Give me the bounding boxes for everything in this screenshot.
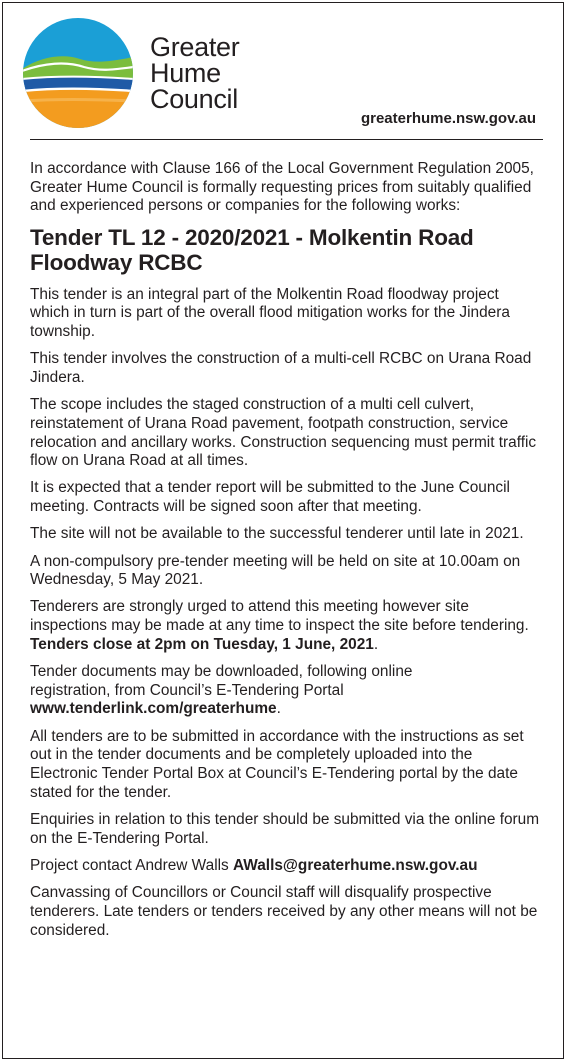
council-name: [150, 34, 239, 112]
tender-notice-body: [30, 160, 542, 949]
paragraph-construction: This tender involves the construction of a multi-cell RCBC on Urana Road Jindera.: [30, 350, 532, 386]
council-website[interactable]: greaterhume.nsw.gov.au: [360, 110, 536, 127]
paragraph-contact: [30, 857, 542, 876]
council-landscape-logo-icon: [22, 17, 134, 129]
council-name-line-2: Hume: [150, 58, 221, 88]
closing-text: Tenderers are strongly urged to attend this meeting however site inspections may be made at any time to inspect the site before tendering.: [30, 598, 529, 635]
paragraph-report: It is expected that a tender report will be submitted to the June Council meeting. Contracts will be signed soon after that meeting.: [30, 479, 510, 516]
paragraph-site-availability: The site will not be available to the successful tenderer until late in 2021.: [30, 525, 524, 543]
paragraph-closing: [30, 598, 542, 654]
documents-text: Tender documents may be downloaded, following online registration, from Council’s E-Tendering Portal: [30, 663, 413, 699]
header-divider: [30, 139, 543, 140]
tender-title: Tender TL 12 - 2020/2021 - Molkentin Road Floodway RCBC: [30, 224, 474, 275]
council-name-line-3: Council: [150, 84, 238, 114]
paragraph-scope: The scope includes the staged construction of a multi cell culvert, reinstatement of Urana Road pavement, footpath construction, service relocation and ancillary works. Construction sequencing must permit traffic flow on Urana Road at all times.: [30, 396, 537, 470]
council-name-line-1: Greater: [150, 32, 240, 62]
paragraph-meeting: A non-compulsory pre-tender meeting will be held on site at 10.00am on Wednesday, 5 May 2021.: [30, 552, 521, 589]
paragraph-canvassing: Canvassing of Councillors or Council staff will disqualify prospective tenderers. Late tenders or tenders received by any other means will not be considered.: [30, 884, 538, 939]
documents-end: .: [276, 700, 281, 718]
tenderlink-url[interactable]: www.tenderlink.com/greaterhume: [30, 700, 277, 718]
contact-email[interactable]: AWalls@greaterhume.nsw.gov.au: [233, 856, 478, 874]
paragraph-documents: [30, 663, 542, 719]
closing-date: Tenders close at 2pm on Tuesday, 1 June, 2021: [30, 635, 374, 653]
paragraph-project: This tender is an integral part of the Molkentin Road floodway project which in turn is part of the overall flood mitigation works for the Jindera township.: [30, 285, 510, 341]
paragraph-enquiries: Enquiries in relation to this tender should be submitted via the online forum on the E-Tendering Portal.: [30, 810, 540, 847]
intro-paragraph: In accordance with Clause 166 of the Local Government Regulation 2005, Greater Hume Council is formally requesting prices from suitably qualified and experienced persons or companies for the following works:: [30, 160, 534, 215]
contact-label: Project contact Andrew Walls: [30, 856, 229, 874]
closing-end: .: [373, 635, 379, 653]
paragraph-submission: All tenders are to be submitted in accordance with the instructions as set out in the tender documents and be completely uploaded into the Electronic Tender Portal Box at Council’s E-Tendering portal by the date stated for the tender.: [30, 727, 524, 801]
